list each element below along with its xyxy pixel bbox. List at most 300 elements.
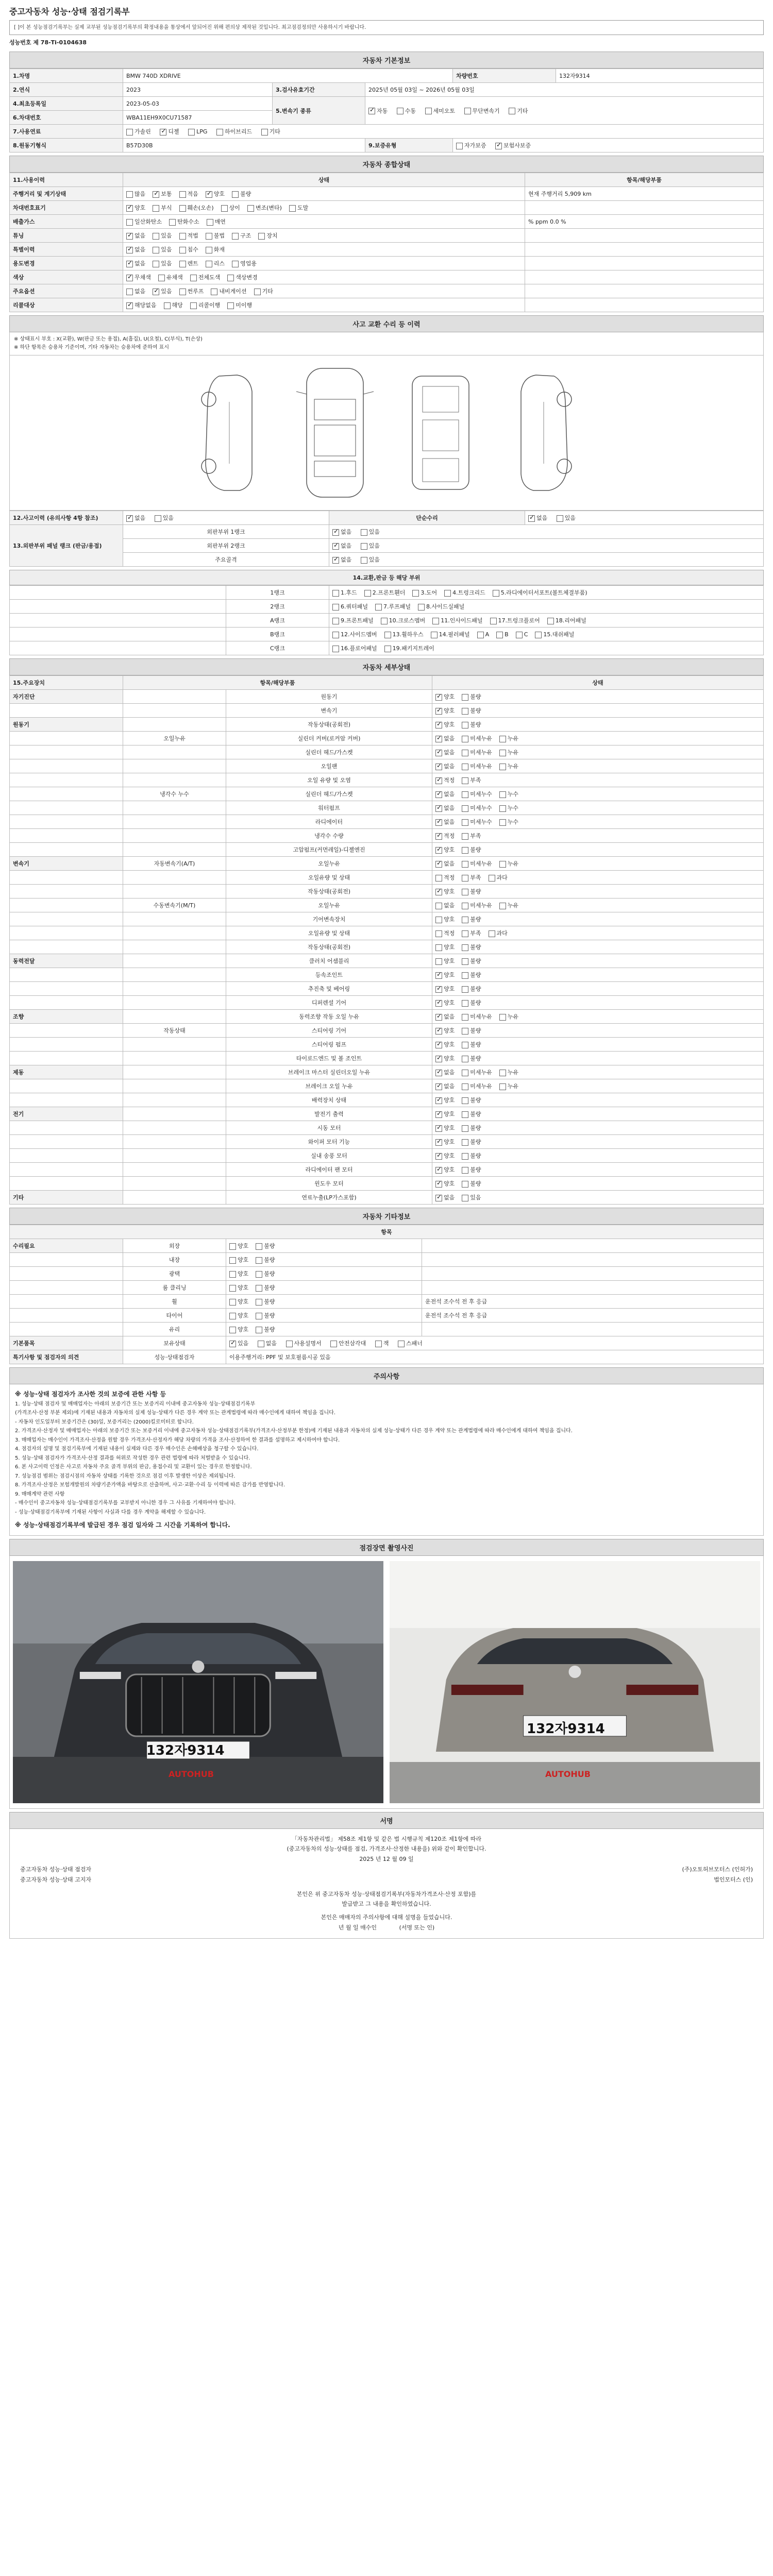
detail-group	[10, 982, 123, 996]
detail-opt[interactable]	[462, 901, 492, 909]
general-opt[interactable]	[232, 231, 251, 240]
detail-opt[interactable]	[462, 1096, 481, 1104]
parts-row-blank	[10, 641, 226, 655]
fuel-opt-etc[interactable]: 기타	[261, 127, 280, 135]
general-opt[interactable]	[153, 287, 172, 295]
other-opt[interactable]	[229, 1242, 248, 1250]
vin-label: 6.차대번호	[10, 111, 123, 125]
detail-opt[interactable]	[462, 1193, 481, 1201]
detail-opt[interactable]	[435, 1151, 455, 1160]
other-item: 내장	[123, 1253, 226, 1267]
checkbox-icon	[462, 777, 468, 784]
part-opt[interactable]	[432, 616, 482, 624]
detail-opt[interactable]	[435, 957, 455, 965]
detail-opt[interactable]	[435, 1193, 455, 1201]
checkbox-icon	[435, 930, 442, 937]
option-label: 일산화탄소	[135, 218, 162, 225]
trans-opt-manual[interactable]: 수동	[397, 107, 416, 115]
checkbox-icon	[258, 1341, 264, 1347]
detail-opt[interactable]	[435, 1165, 455, 1174]
detail-opt[interactable]	[499, 1012, 518, 1021]
parts-rank-label: A랭크	[226, 614, 329, 628]
detail-item: 오일유량 및 상태	[226, 871, 432, 885]
part-opt[interactable]	[547, 616, 586, 624]
part-opt[interactable]	[444, 588, 485, 597]
checkbox-icon	[462, 889, 468, 895]
general-opt[interactable]	[126, 259, 145, 267]
checkbox-icon	[435, 917, 442, 923]
general-opt[interactable]	[169, 217, 199, 226]
section-detail: 자동차 세부상태	[9, 658, 764, 675]
detail-opt[interactable]	[462, 1082, 492, 1090]
detail-opt[interactable]	[462, 1026, 481, 1035]
detail-sub	[123, 1093, 226, 1107]
detail-opt[interactable]	[435, 1040, 455, 1048]
detail-opt[interactable]	[499, 762, 518, 770]
other-opt[interactable]	[229, 1311, 248, 1319]
detail-opt[interactable]	[435, 929, 455, 937]
warranty-opt-self[interactable]: 자가보증	[456, 141, 486, 149]
detail-item: 연료누출(LP가스포함)	[226, 1191, 432, 1205]
detail-opt[interactable]	[435, 859, 455, 868]
general-opt[interactable]	[232, 190, 251, 198]
checkbox-icon	[462, 875, 468, 882]
detail-opt[interactable]	[435, 985, 455, 993]
perf-inspector-label: 성능·상태점검자	[123, 1350, 226, 1364]
checkbox-icon	[258, 233, 265, 240]
other-opt[interactable]	[229, 1256, 248, 1264]
detail-opt[interactable]	[499, 901, 518, 909]
part-opt[interactable]	[332, 602, 368, 611]
detail-opt[interactable]	[462, 1110, 481, 1118]
detail-opt[interactable]	[435, 901, 455, 909]
fuel-opt-hybrid[interactable]: 하이브리드	[216, 127, 252, 135]
car-underbody-diagram	[399, 371, 482, 495]
general-opt[interactable]	[153, 204, 172, 212]
parts-rank-label: B랭크	[226, 628, 329, 641]
checkbox-icon	[332, 632, 339, 638]
detail-options	[432, 1135, 764, 1149]
option-label: 양호	[444, 986, 455, 992]
general-opt[interactable]	[153, 231, 172, 240]
warranty-label: 9.보증유형	[365, 139, 453, 152]
general-opt[interactable]	[153, 190, 172, 198]
general-opt[interactable]	[179, 287, 204, 295]
other-opt[interactable]	[256, 1297, 275, 1306]
other-opt[interactable]	[256, 1311, 275, 1319]
detail-opt[interactable]	[435, 845, 455, 854]
detail-opt[interactable]	[435, 734, 455, 742]
checkbox-icon	[126, 205, 133, 212]
checkbox-icon	[557, 515, 563, 522]
general-opt[interactable]	[190, 273, 221, 281]
checkbox-icon	[435, 1111, 442, 1118]
other-opt[interactable]	[256, 1283, 275, 1292]
detail-opt[interactable]	[462, 943, 481, 951]
detail-opt[interactable]	[462, 1124, 481, 1132]
detail-opt[interactable]	[462, 929, 481, 937]
general-row	[10, 215, 764, 229]
inspection-report-page	[9, 0, 764, 1939]
part-opt[interactable]	[332, 644, 377, 652]
parts-options	[329, 600, 764, 614]
detail-item: 추진축 및 베어링	[226, 982, 432, 996]
general-opt[interactable]	[158, 273, 183, 281]
general-opt[interactable]	[190, 301, 221, 309]
detail-opt[interactable]	[435, 1179, 455, 1188]
part-opt[interactable]	[516, 631, 528, 638]
detail-opt[interactable]	[435, 1026, 455, 1035]
option-label: 1.후드	[341, 589, 357, 596]
detail-opt[interactable]	[462, 1165, 481, 1174]
trans-opt-etc[interactable]: 기타	[509, 107, 528, 115]
detail-opt[interactable]	[462, 873, 481, 882]
general-opt[interactable]	[153, 245, 172, 253]
part-opt[interactable]	[431, 630, 470, 638]
part-opt[interactable]	[493, 588, 587, 597]
fuel-opt-diesel[interactable]: ✓ 디젤	[160, 127, 179, 135]
accident-opt-no[interactable]: ✓ 없음	[126, 514, 145, 522]
detail-opt[interactable]	[435, 873, 455, 882]
checkbox-icon	[229, 1243, 236, 1250]
detail-opt[interactable]	[462, 1151, 481, 1160]
general-opt[interactable]	[254, 287, 273, 295]
detail-opt[interactable]	[462, 818, 492, 826]
checkbox-icon	[435, 1125, 442, 1132]
detail-sub	[123, 1038, 226, 1052]
part-opt[interactable]	[496, 631, 509, 638]
detail-group: 동력전달	[10, 954, 123, 968]
general-row-note: % ppm 0.0 %	[525, 215, 764, 229]
detail-opt[interactable]	[435, 915, 455, 923]
detail-opt[interactable]	[462, 762, 492, 770]
general-opt[interactable]	[289, 204, 308, 212]
trans-opt-auto[interactable]: ✓ 자동	[368, 107, 388, 115]
other-opt[interactable]	[256, 1269, 275, 1278]
detail-row	[10, 1135, 764, 1149]
detail-opt[interactable]	[462, 845, 481, 854]
general-opt[interactable]	[206, 259, 225, 267]
warranty-opt-insurance[interactable]: ✓ 보험사보증	[495, 141, 531, 149]
detail-opt[interactable]	[462, 1138, 481, 1146]
detail-item: 실내 송풍 모터	[226, 1149, 432, 1163]
accident-legend	[9, 332, 764, 355]
section-sign: 서명	[9, 1812, 764, 1829]
detail-opt[interactable]	[435, 706, 455, 715]
detail-opt[interactable]	[435, 692, 455, 701]
option-label: 불량	[264, 1270, 275, 1277]
detail-row	[10, 843, 764, 857]
main-opt-yes[interactable]: 있음	[361, 555, 380, 564]
part-opt[interactable]	[384, 644, 434, 652]
basic-opt-1[interactable]: 없음	[258, 1339, 277, 1347]
opinion-label: 특기사항 및 점검자의 의견	[10, 1350, 123, 1364]
rank2-opt-no[interactable]: ✓ 없음	[332, 541, 351, 550]
detail-row	[10, 899, 764, 912]
general-opt[interactable]	[179, 245, 198, 253]
general-opt[interactable]	[126, 245, 145, 253]
detail-opt[interactable]	[499, 748, 518, 756]
detail-opt[interactable]	[462, 915, 481, 923]
detail-sub	[123, 940, 226, 954]
general-opt[interactable]	[179, 190, 198, 198]
checkbox-icon	[462, 1042, 468, 1048]
parts-rank-label: 1랭크	[226, 586, 329, 600]
detail-options	[432, 857, 764, 871]
detail-opt[interactable]	[435, 776, 455, 784]
detail-opt[interactable]	[435, 887, 455, 895]
detail-opt[interactable]	[462, 748, 492, 756]
detail-opt[interactable]	[462, 790, 492, 798]
detail-opt[interactable]	[462, 1054, 481, 1062]
pricer-row	[20, 1875, 753, 1885]
detail-group	[10, 829, 123, 843]
doc-title: 중고자동차 성능·상태 점검기록부	[9, 7, 130, 16]
part-opt[interactable]	[375, 602, 411, 611]
detail-opt[interactable]	[435, 762, 455, 770]
detail-opt[interactable]	[499, 818, 518, 826]
part-opt[interactable]	[490, 616, 540, 624]
trans-options	[365, 97, 764, 125]
trans-opt-cvt[interactable]: 무단변속기	[464, 107, 500, 115]
basic-opt-5[interactable]: 스패너	[398, 1339, 423, 1347]
detail-opt[interactable]	[499, 790, 518, 798]
checkbox-icon	[499, 750, 506, 756]
detail-opt[interactable]	[462, 985, 481, 993]
rank2-opt-yes[interactable]: 있음	[361, 541, 380, 550]
basic-opt-4[interactable]: 잭	[375, 1339, 389, 1347]
other-opt[interactable]	[229, 1269, 248, 1278]
detail-opt[interactable]	[462, 776, 481, 784]
detail-opt[interactable]	[462, 720, 481, 728]
checkbox-icon	[462, 861, 468, 868]
general-opt[interactable]	[247, 204, 282, 212]
general-opt[interactable]	[206, 231, 225, 240]
part-opt[interactable]	[332, 630, 377, 638]
other-opt[interactable]	[229, 1283, 248, 1292]
part-opt[interactable]	[535, 630, 574, 638]
detail-opt[interactable]	[435, 1124, 455, 1132]
option-label: 부족	[470, 874, 481, 881]
detail-opt[interactable]	[435, 1138, 455, 1146]
detail-opt[interactable]	[462, 1068, 492, 1076]
car-name-value: BMW 740D XDRIVE	[123, 69, 453, 83]
detail-opt[interactable]	[435, 748, 455, 756]
option-label: 3.도어	[421, 589, 438, 596]
detail-sub	[123, 690, 226, 704]
detail-options	[432, 1065, 764, 1079]
general-opt[interactable]	[179, 231, 198, 240]
checkbox-icon	[361, 529, 367, 536]
detail-opt[interactable]	[499, 1082, 518, 1090]
note-line: 2. 가격조사·산정자 및 매매업자는 아래의 보증기간 또는 보증거리 이내에 중고자동차 성능·상태점검기록부(가격조사·산정부분 한정)에 기재된 내용과 자동차의 실제 성능·상태가 다른 경우 계약 또는 관계법령에 따라 매수인에게 대하여 책임을 집니다.	[15, 1428, 573, 1434]
accident-opt-yes[interactable]: 있음	[155, 514, 174, 522]
detail-opt[interactable]	[435, 818, 455, 826]
detail-opt[interactable]	[462, 971, 481, 979]
part-opt[interactable]	[412, 588, 437, 597]
option-label: 불량	[470, 693, 481, 700]
fuel-opt-gasoline[interactable]: 가솔린	[126, 127, 151, 135]
part-opt[interactable]	[332, 616, 374, 624]
checkbox-icon	[499, 1083, 506, 1090]
option-label: 양호	[444, 1153, 455, 1159]
detail-options	[432, 787, 764, 801]
general-opt[interactable]	[126, 231, 145, 240]
general-opt[interactable]	[179, 259, 198, 267]
general-opt[interactable]	[179, 204, 214, 212]
checkbox-icon	[207, 219, 213, 226]
option-label: 16.플로어패널	[341, 645, 377, 652]
option-label: 불량	[470, 1125, 481, 1131]
general-opt[interactable]	[126, 217, 162, 226]
detail-opt[interactable]	[489, 929, 508, 937]
checkbox-icon	[499, 861, 506, 868]
general-opt[interactable]	[153, 259, 172, 267]
main-opt-no[interactable]: ✓ 없음	[332, 555, 351, 564]
option-label: 불량	[470, 986, 481, 992]
general-opt[interactable]	[206, 190, 225, 198]
general-opt[interactable]	[221, 204, 240, 212]
sign-block	[9, 1829, 764, 1939]
trans-opt-semi[interactable]: 세미오토	[425, 107, 456, 115]
checkbox-icon	[435, 1181, 442, 1188]
parts-options	[329, 641, 764, 655]
notes-block	[9, 1384, 764, 1536]
general-opt[interactable]	[206, 245, 225, 253]
detail-group	[10, 1135, 123, 1149]
detail-opt[interactable]	[435, 1082, 455, 1090]
rank1-opt-no[interactable]: ✓ 없음	[332, 528, 351, 536]
detail-opt[interactable]	[499, 859, 518, 868]
detail-opt[interactable]	[462, 734, 492, 742]
detail-opt[interactable]	[435, 1012, 455, 1021]
general-row-options	[123, 257, 525, 270]
other-opt[interactable]	[256, 1325, 275, 1333]
detail-opt[interactable]	[435, 998, 455, 1007]
detail-options	[432, 1121, 764, 1135]
detail-opt[interactable]	[435, 1110, 455, 1118]
option-label: B	[505, 631, 509, 638]
repair-opt-yes[interactable]: 있음	[557, 514, 576, 522]
accident-label: 12.사고이력 (유의사항 4항 참조)	[10, 511, 123, 525]
detail-opt[interactable]	[435, 790, 455, 798]
other-opt[interactable]	[229, 1325, 248, 1333]
detail-opt[interactable]	[462, 1012, 492, 1021]
detail-opt[interactable]	[462, 1040, 481, 1048]
other-options	[226, 1323, 422, 1336]
basic-opt-3[interactable]: 안전삼각대	[330, 1339, 366, 1347]
detail-opt[interactable]	[462, 957, 481, 965]
part-opt[interactable]	[418, 602, 464, 611]
general-opt[interactable]	[211, 287, 246, 295]
general-opt[interactable]	[126, 204, 145, 212]
basic-opt-2[interactable]: 사용설명서	[286, 1339, 322, 1347]
detail-opt[interactable]	[462, 706, 481, 715]
buyer-sign-mark[interactable]: (서명 또는 인)	[399, 1924, 435, 1931]
checkbox-icon	[384, 646, 391, 652]
part-opt[interactable]	[384, 630, 424, 638]
detail-opt[interactable]	[435, 1054, 455, 1062]
option-label: 불법	[213, 232, 225, 239]
other-opt[interactable]	[256, 1256, 275, 1264]
general-opt[interactable]	[126, 190, 145, 198]
detail-opt[interactable]	[499, 1068, 518, 1076]
detail-item: 등속조인트	[226, 968, 432, 982]
general-opt[interactable]	[164, 301, 183, 309]
detail-opt[interactable]	[435, 804, 455, 812]
general-opt[interactable]	[258, 231, 277, 240]
option-label: 누유	[507, 749, 519, 756]
general-opt[interactable]	[227, 273, 258, 281]
front-photo	[13, 1561, 383, 1803]
other-item: 유리	[123, 1323, 226, 1336]
detail-options	[432, 843, 764, 857]
detail-opt[interactable]	[499, 734, 518, 742]
option-label: 기타	[262, 288, 273, 295]
checkbox-icon	[229, 1341, 236, 1347]
detail-opt[interactable]	[462, 692, 481, 701]
detail-opt[interactable]	[462, 832, 481, 840]
general-opt[interactable]	[126, 273, 151, 281]
part-opt[interactable]	[332, 588, 357, 597]
detail-opt[interactable]	[435, 720, 455, 728]
part-opt[interactable]	[364, 588, 406, 597]
fuel-opt-lpg[interactable]: LPG	[188, 128, 207, 135]
general-opt[interactable]	[207, 217, 226, 226]
detail-opt[interactable]	[462, 1179, 481, 1188]
detail-opt[interactable]	[489, 873, 508, 882]
option-label: 양호	[444, 1166, 455, 1173]
checkbox-icon	[211, 289, 217, 295]
part-opt[interactable]	[381, 616, 426, 624]
repair-opt-no[interactable]: ✓ 없음	[528, 514, 547, 522]
detail-item: 작동상태(공회전)	[226, 718, 432, 732]
detail-opt[interactable]	[462, 859, 492, 868]
detail-opt[interactable]	[435, 1096, 455, 1104]
general-opt[interactable]	[126, 287, 145, 295]
other-opt[interactable]	[256, 1242, 275, 1250]
basic-opt-0[interactable]: ✓ 있음	[229, 1339, 248, 1347]
part-opt[interactable]	[477, 631, 490, 638]
detail-opt[interactable]	[462, 998, 481, 1007]
detail-sub	[123, 1121, 226, 1135]
detail-opt[interactable]	[462, 804, 492, 812]
detail-opt[interactable]	[435, 1068, 455, 1076]
checkbox-icon	[256, 1285, 262, 1292]
option-label: 양호	[444, 846, 455, 853]
checkbox-icon	[547, 618, 554, 624]
detail-sub: 냉각수 누수	[123, 787, 226, 801]
rank1-opt-yes[interactable]: 있음	[361, 528, 380, 536]
detail-opt[interactable]	[499, 804, 518, 812]
detail-opt[interactable]	[462, 887, 481, 895]
detail-options	[432, 1079, 764, 1093]
detail-opt[interactable]	[435, 832, 455, 840]
checkbox-icon	[435, 722, 442, 728]
checkbox-icon	[232, 191, 239, 198]
detail-options	[432, 926, 764, 940]
detail-opt[interactable]	[435, 943, 455, 951]
checkbox-icon	[126, 261, 133, 267]
general-opt[interactable]	[227, 301, 252, 309]
other-opt[interactable]	[229, 1297, 248, 1306]
general-opt[interactable]	[232, 259, 257, 267]
checkbox-icon	[375, 1341, 382, 1347]
checkbox-icon	[462, 694, 468, 701]
detail-opt[interactable]	[435, 971, 455, 979]
general-opt[interactable]	[126, 301, 157, 309]
detail-item: 오일누유	[226, 899, 432, 912]
